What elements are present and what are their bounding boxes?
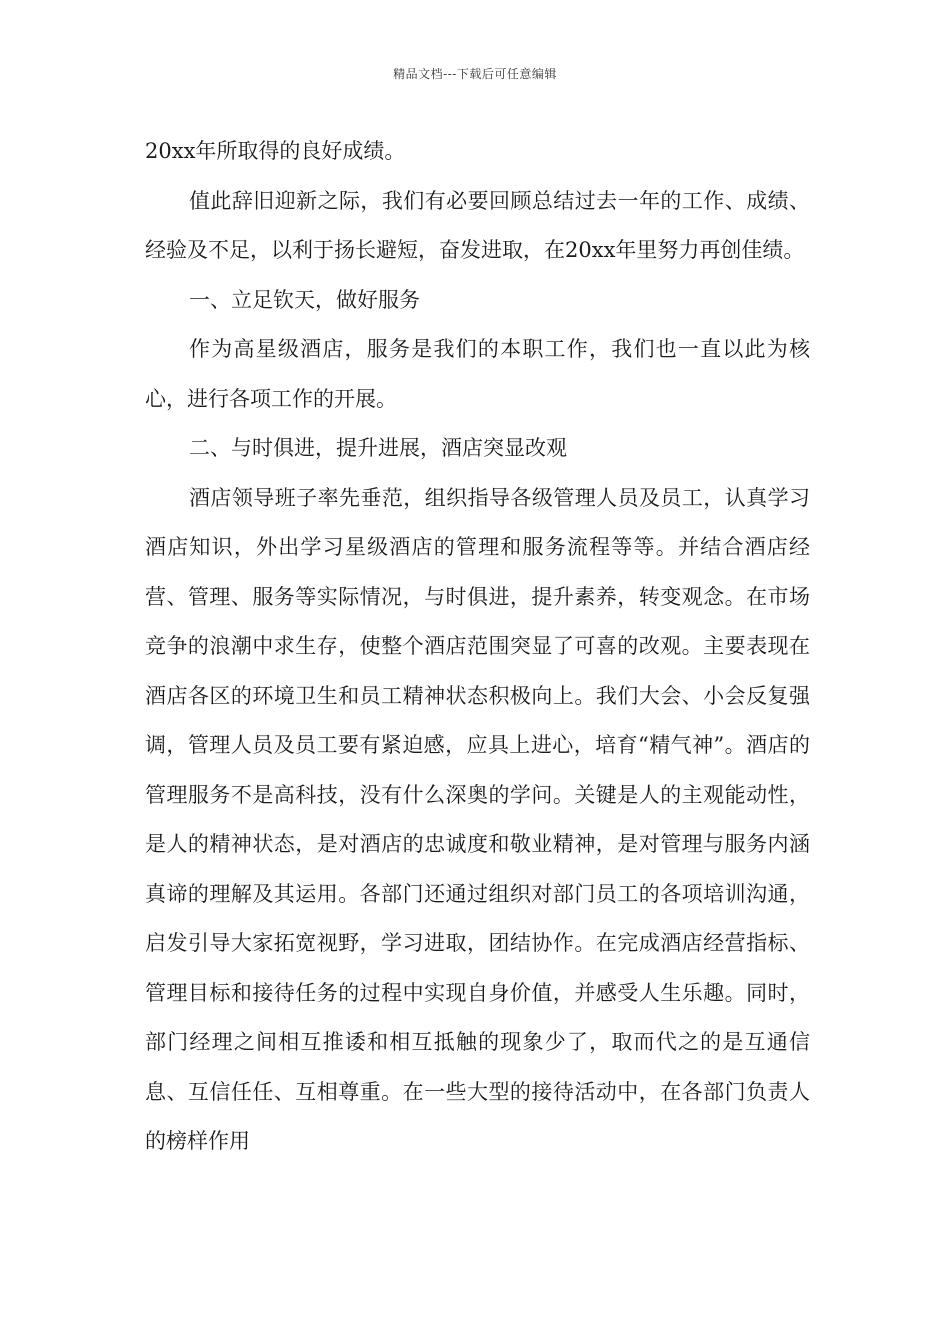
paragraph-continuation: 20xx年所取得的良好成绩。: [145, 139, 406, 163]
paragraph-management: 酒店领导班子率先垂范，组织指导各级管理人员及员工，认真学习酒店知识，外出学习星级酒店的管理和服务流程等等。并结合酒店经营、管理、服务等实际情况，与时俱进，提升素养，转变观念。在市场竞争的浪潮中求生存，使整个酒店范围突显了可喜的改观。主要表现在酒店各区的环境卫生和员工精神状态积极向上。我们大会、小会反复强调，管理人员及员工要有紧迫感，应具上进心，培育“精气神”。酒店的管理服务不是高科技，没有什么深奥的学问。关键是人的主观能动性，是人的精神状态，是对酒店的忠诚度和敬业精神，是对管理与服务内涵真谛的理解及其运用。各部门还通过组织对部门员工的各项培训沟通，启发引导大家拓宽视野，学习进取，团结协作。在完成酒店经营指标、管理目标和接待任务的过程中实现自身价值，并感受人生乐趣。同时，部门经理之间相互推诿和相互抵触的现象少了，取而代之的是互通信息、互信任任、互相尊重。在一些大型的接待活动中，在各部门负责人的榜样作用: [145, 485, 810, 1153]
paragraph-intro: 值此辞旧迎新之际，我们有必要回顾总结过去一年的工作、成绩、经验及不足，以利于扬长避短，奋发进取，在20xx年里努力再创佳绩。: [145, 188, 810, 262]
section-heading-1: 一、立足钦天，做好服务: [189, 287, 420, 312]
document-body: [145, 127, 810, 1167]
page-header: 精品文档---下载后可任意编辑: [393, 67, 557, 81]
paragraph-service: 作为高星级酒店，服务是我们的本职工作，我们也一直以此为核心，进行各项工作的开展。: [145, 337, 810, 411]
section-heading-2: 二、与时俱进，提升进展，酒店突显改观: [189, 436, 567, 460]
